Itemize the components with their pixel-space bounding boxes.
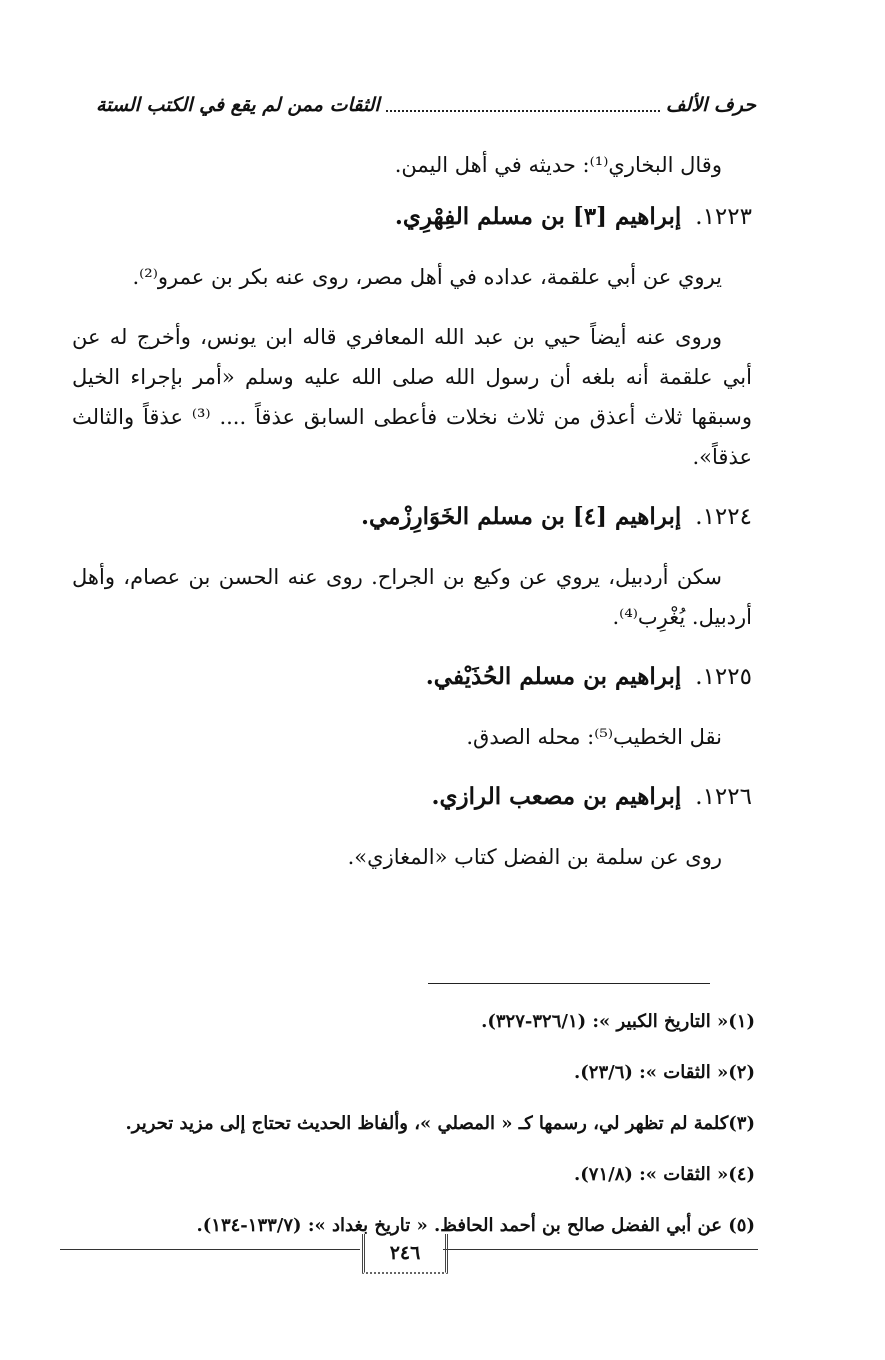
entry-title: إبراهيم بن مسلم الحُذَيْفي. xyxy=(425,663,682,690)
entry-heading-1223 xyxy=(72,197,752,237)
entry-heading-1224 xyxy=(72,497,752,537)
paragraph-1226: روى عن سلمة بن الفضل كتاب «المغازي». xyxy=(347,845,722,869)
main-text xyxy=(72,145,752,897)
paragraph-1223-b: وروى عنه أيضاً حيي بن عبد الله المعافري قاله ابن يونس، وأخرج له عن أبي علقمة أنه بلغه أن رسول الله صلى الله عليه وسلم «أمر بإجراء الخيل وسبقها ثلاث أعذق من ثلاث نخلات فأعطى السابق عذقاً .... ⁽³⁾ عذقاً والثالث عذقاً». xyxy=(72,325,752,469)
footnote-1: (١)« التاريخ الكبير »: (٣٢٦/١-٣٢٧). xyxy=(481,1011,755,1032)
entry-number: ١٢٢٣. xyxy=(695,204,752,230)
paragraph-1224: سكن أردبيل، يروي عن وكيع بن الجراح. روى عنه الحسن بن عصام، وأهل أردبيل. يُغْرِب⁽⁴⁾. xyxy=(72,565,752,629)
running-header xyxy=(96,88,756,122)
footnote-3: (٣)كلمة لم تظهر لي، رسمها كـ « المصلي »، وألفاظ الحديث تحتاج إلى مزيد تحرير. xyxy=(125,1113,755,1134)
footnote-separator xyxy=(428,983,710,984)
paragraph-1225: نقل الخطيب⁽⁵⁾: محله الصدق. xyxy=(466,725,722,749)
page-number: ٢٤٦ xyxy=(362,1234,448,1274)
entry-heading-1225 xyxy=(72,657,752,697)
entry-number: ١٢٢٤. xyxy=(695,504,752,530)
entry-number: ١٢٢٥. xyxy=(695,664,752,690)
entry-title: إبراهيم [٣] بن مسلم الفِهْرِي. xyxy=(394,203,682,230)
footnote-2: (٢)« الثقات »: (٢٣/٦). xyxy=(573,1062,755,1083)
header-dots xyxy=(386,98,660,112)
entry-heading-1226 xyxy=(72,777,752,817)
bottom-rule-left xyxy=(60,1249,360,1250)
footnotes xyxy=(100,996,755,1251)
footnote-4: (٤)« الثقات »: (٧١/٨). xyxy=(573,1164,755,1185)
header-chapter: حرف الألف xyxy=(665,94,756,116)
entry-title: إبراهيم [٤] بن مسلم الخَوَارِزْمي. xyxy=(360,503,682,530)
paragraph-bukhari: وقال البخاري⁽¹⁾: حديثه في أهل اليمن. xyxy=(394,153,722,177)
entry-title: إبراهيم بن مصعب الرازي. xyxy=(431,783,682,810)
entry-number: ١٢٢٦. xyxy=(695,784,752,810)
bottom-rule-right xyxy=(443,1249,758,1250)
header-book-title: الثقات ممن لم يقع في الكتب الستة xyxy=(96,94,380,116)
footnote-5: (٥) عن أبي الفضل صالح بن أحمد الحافظ. « تاريخ بغداد »: (١٣٣/٧-١٣٤). xyxy=(196,1215,755,1236)
paragraph-1223-a: يروي عن أبي علقمة، عداده في أهل مصر، روى عنه بكر بن عمرو⁽²⁾. xyxy=(132,265,722,289)
